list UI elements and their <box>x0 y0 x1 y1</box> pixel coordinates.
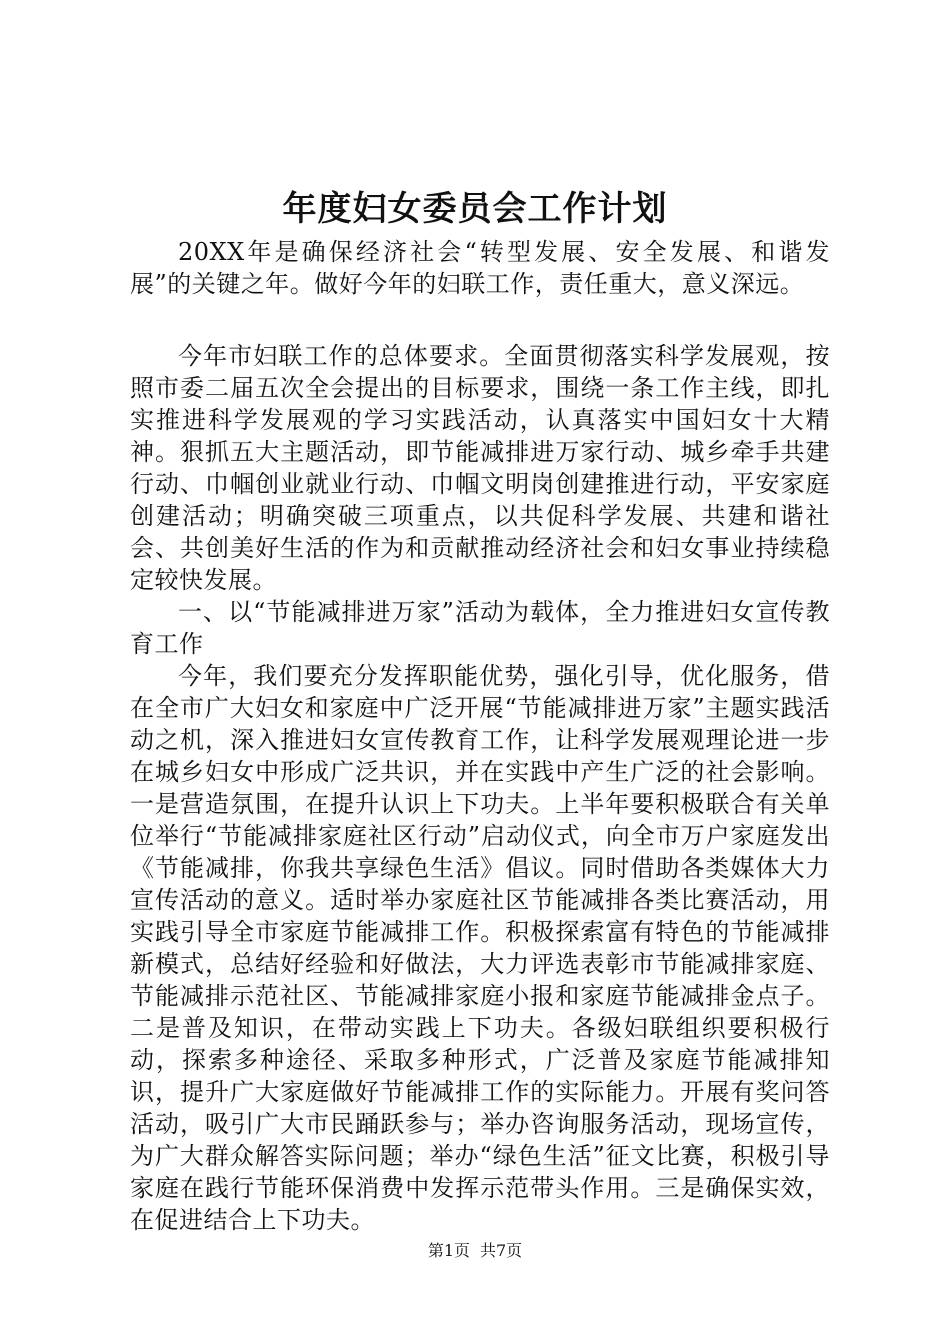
paragraph-gap <box>130 300 830 340</box>
paragraph-general-requirements: 今年市妇联工作的总体要求。全面贯彻落实科学发展观，按照市委二届五次全会提出的目标要求，围绕一条工作主线，即扎实推进科学发展观的学习实践活动，认真落实中国妇女十大精神。狠抓五大主题活动，即节能减排进万家行动、城乡牵手共建行动、巾帼创业就业行动、巾帼文明岗创建推进行动，平安家庭创建活动；明确突破三项重点，以共促科学发展、共建和谐社会、共创美好生活的作为和贡献推动经济社会和妇女事业持续稳定较快发展。 <box>130 342 830 594</box>
section-heading-1: 一、以“节能减排进万家”活动为载体，全力推进妇女宣传教育工作 <box>130 598 830 658</box>
document-body <box>130 236 830 1236</box>
document-title: 年度妇女委员会工作计划 <box>282 189 668 229</box>
page-number: 第1页 <box>427 1241 470 1260</box>
page-footer <box>0 1241 950 1261</box>
paragraph-intro: 20XX年是确保经济社会“转型发展、安全发展、和谐发展”的关键之年。做好今年的妇联工作，责任重大，意义深远。 <box>130 238 830 298</box>
page-total: 共7页 <box>480 1241 523 1260</box>
paragraph-section-1-body: 今年，我们要充分发挥职能优势，强化引导，优化服务，借在全市广大妇女和家庭中广泛开展“节能减排进万家”主题实践活动之机，深入推进妇女宣传教育工作，让科学发展观理论进一步在城乡妇女中形成广泛共识，并在实践中产生广泛的社会影响。一是营造氛围，在提升认识上下功夫。上半年要积极联合有关单位举行“节能减排家庭社区行动”启动仪式，向全市万户家庭发出《节能减排，你我共享绿色生活》倡议。同时借助各类媒体大力宣传活动的意义。适时举办家庭社区节能减排各类比赛活动，用实践引导全市家庭节能减排工作。积极探索富有特色的节能减排新模式，总结好经验和好做法，大力评选表彰市节能减排家庭、节能减排示范社区、节能减排家庭小报和家庭节能减排金点子。二是普及知识，在带动实践上下功夫。各级妇联组织要积极行动，探索多种途径、采取多种形式，广泛普及家庭节能减排知识，提升广大家庭做好节能减排工作的实际能力。开展有奖问答活动，吸引广大市民踊跃参与；举办咨询服务活动，现场宣传，为广大群众解答实际问题；举办“绿色生活”征文比赛，积极引导家庭在践行节能环保消费中发挥示范带头作用。三是确保实效，在促进结合上下功夫。 <box>130 662 830 1234</box>
